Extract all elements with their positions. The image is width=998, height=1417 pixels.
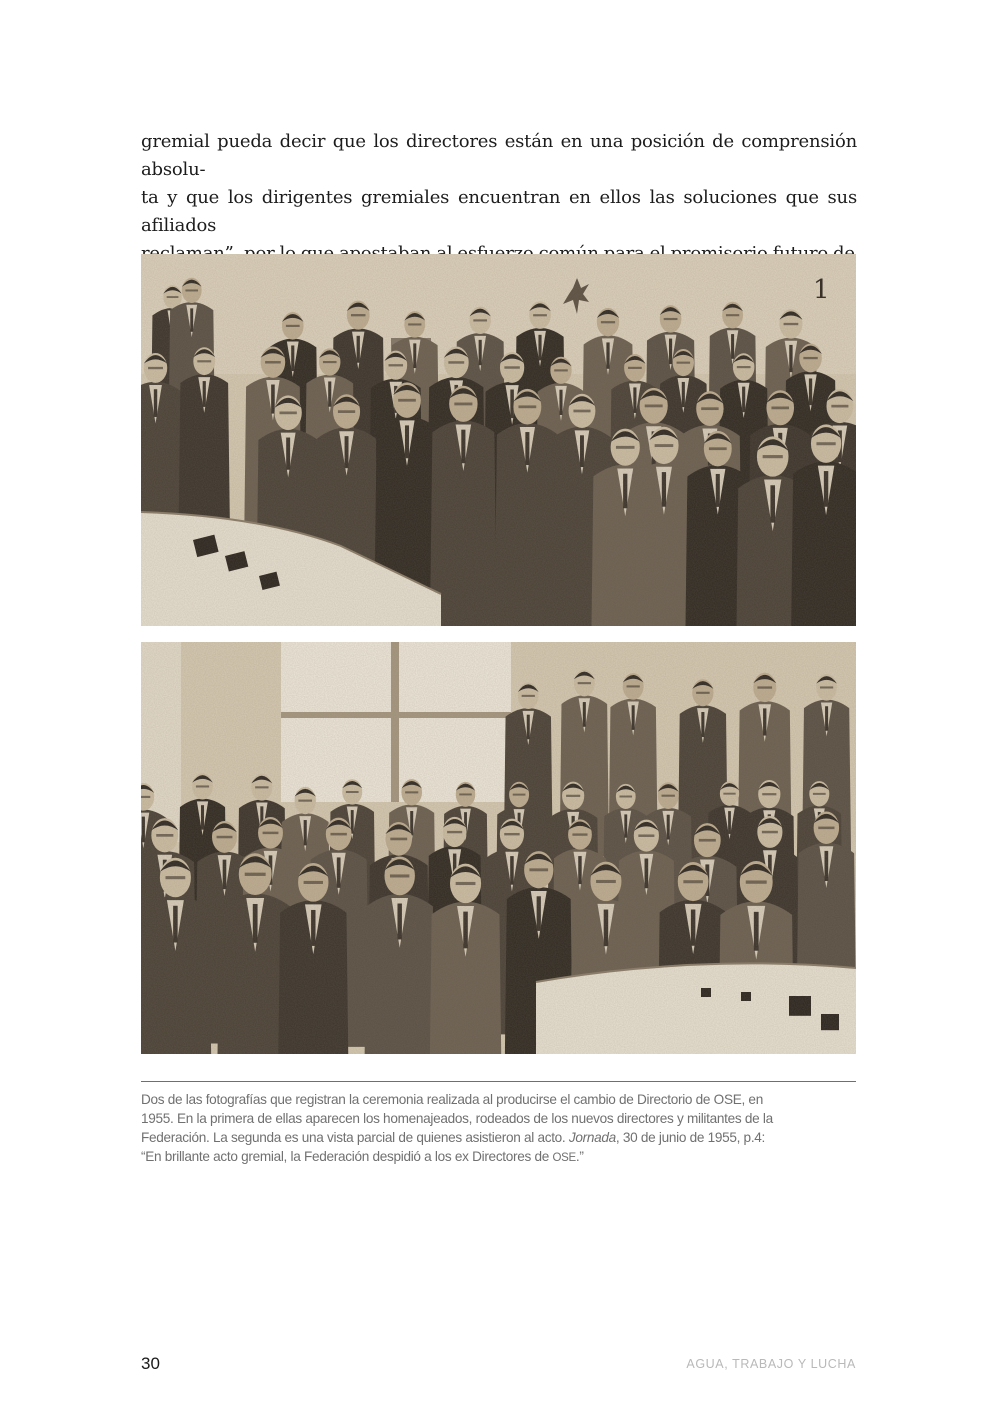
caption-line-4-b: .” [575,1149,584,1164]
caption-line-4 [141,1147,857,1168]
caption-line-2: 1955. En la primera de ellas aparecen los homenajeados, rodeados de los nuevos directores y militantes de la [141,1111,773,1126]
caption-line-4-a: “En brillante acto gremial, la Federación despidió a los ex Directores de [141,1149,553,1164]
photo-grain [141,642,856,1054]
caption-publication-title: Jornada [568,1130,616,1145]
caption-line-3-a: Federación. La segunda es una vista parcial de quienes asistieron al acto. [141,1130,569,1145]
photograph-ceremony-honorees [141,254,856,626]
photo-2-scene [141,642,856,1054]
running-title: AGUA, TRABAJO Y LUCHA [686,1357,856,1371]
page-number: 30 [141,1354,160,1373]
photo-caption [141,1090,857,1168]
caption-line-3 [141,1128,857,1147]
caption-line-1: Dos de las fotografías que registran la ceremonia realizada al producirse el cambio de Directorio de OSE, en [141,1092,763,1107]
caption-line-4-acronym: OSE [552,1152,576,1164]
photo-1-scene [141,254,856,626]
photo-1-handwritten-mark: 1 [813,275,830,305]
caption-line-3-b: , 30 de junio de 1955, p.4: [615,1130,766,1145]
caption-rule [141,1081,856,1082]
body-line-2: ta y que los dirigentes gremiales encuentran en ellos las soluciones que sus afiliados [141,187,857,236]
photograph-ceremony-attendees [141,642,856,1054]
photo-grain [141,254,856,626]
body-line-1: gremial pueda decir que los directores están en una posición de comprensión absolu- [141,131,857,180]
